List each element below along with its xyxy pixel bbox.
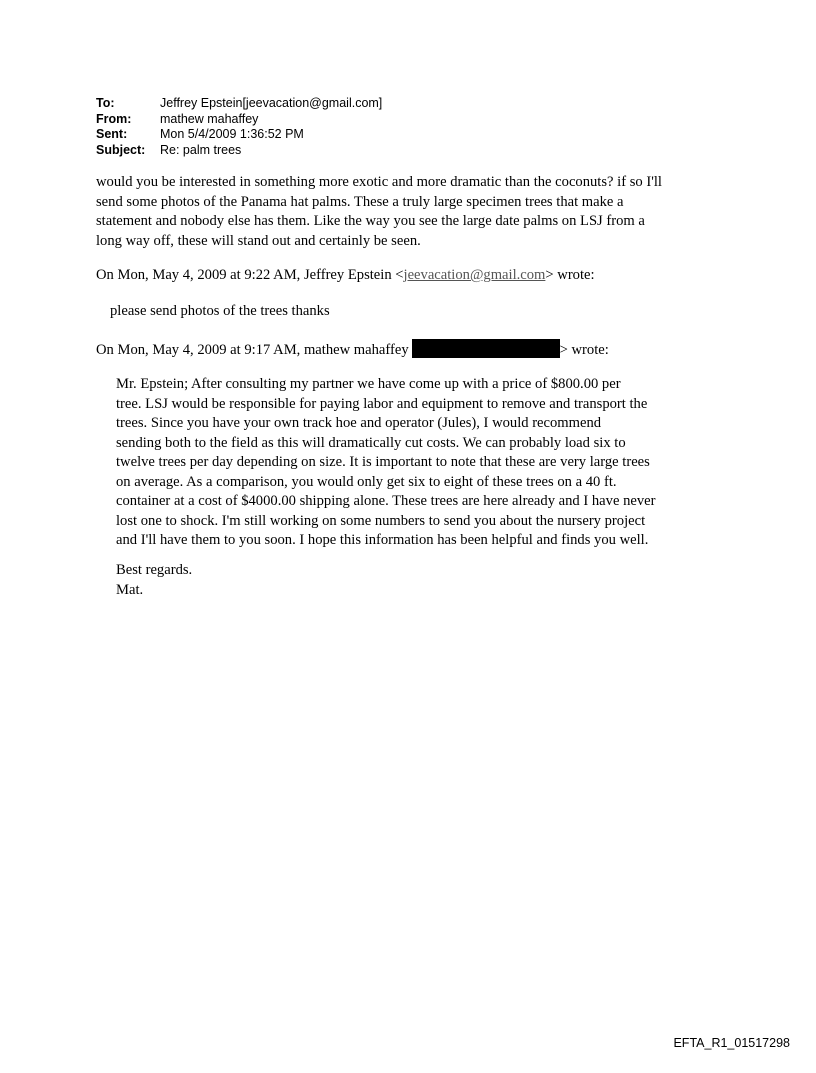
quote2-suffix: > wrote: [559,342,609,358]
reply2-line: sending both to the field as this will dramatically cut costs. We can probably load six to [116,434,626,451]
from-label: From: [96,111,132,126]
reply2-line: tree. LSJ would be responsible for paying labor and equipment to remove and transport the [116,395,648,412]
reply2-line: trees. Since you have your own track hoe and operator (Jules), I would recommend [116,415,602,431]
to-value: Jeffrey Epstein[jeevacation@gmail.com] [160,96,383,110]
reply2-line: on average. As a comparison, you would only get six to eight of these trees on a 40 ft. [116,473,617,490]
body-line: send some photos of the Panama hat palms. These a truly large specimen trees that make a [96,193,624,210]
email-header [96,96,382,158]
body-line: would you be interested in something more exotic and more dramatic than the coconuts? if so I'll [96,174,662,190]
quoted-reply-1: please send photos of the trees thanks [110,303,330,319]
reply2-line: twelve trees per day depending on size. It is important to note that these are very large trees [116,454,650,470]
quote-attribution-2 [96,339,609,361]
body-line: statement and nobody else has them. Like the way you see the large date palms on LSJ from a [96,213,645,229]
sent-label: Sent: [96,127,128,141]
to-label: To: [96,96,115,110]
subject-value: Re: palm trees [160,142,242,157]
quote1-prefix: On Mon, May 4, 2009 at 9:22 AM, Jeffrey Epstein < [96,267,404,283]
quote-attribution-1 [96,266,595,286]
subject-row [96,143,382,159]
quoted-reply-2 [116,375,736,551]
signature-name: Mat. [116,581,144,598]
reply2-line: Mr. Epstein; After consulting my partner we have come up with a price of $800.00 per [116,376,621,392]
quote1-suffix: > wrote: [545,267,595,283]
subject-label: Subject: [96,142,146,157]
message-body [96,173,736,251]
signoff [116,561,192,600]
to-row [96,96,382,112]
redaction-block [412,339,560,358]
body-line: long way off, these will stand out and certainly be seen. [96,232,421,249]
from-row [96,112,382,128]
document-id: EFTA_R1_01517298 [673,1036,790,1050]
email-link[interactable]: jeevacation@gmail.com [403,267,546,283]
closing: Best regards. [116,562,193,578]
from-value: mathew mahaffey [160,111,259,126]
reply2-line: container at a cost of $4000.00 shipping alone. These trees are here already and I have never [116,493,656,509]
quote2-prefix: On Mon, May 4, 2009 at 9:17 AM, mathew mahaffey [96,342,409,358]
reply2-line: and I'll have them to you soon. I hope this information has been helpful and finds you well. [116,532,649,548]
reply2-line: lost one to shock. I'm still working on some numbers to send you about the nursery project [116,512,646,529]
sent-row [96,127,382,143]
sent-value: Mon 5/4/2009 1:36:52 PM [160,127,304,141]
